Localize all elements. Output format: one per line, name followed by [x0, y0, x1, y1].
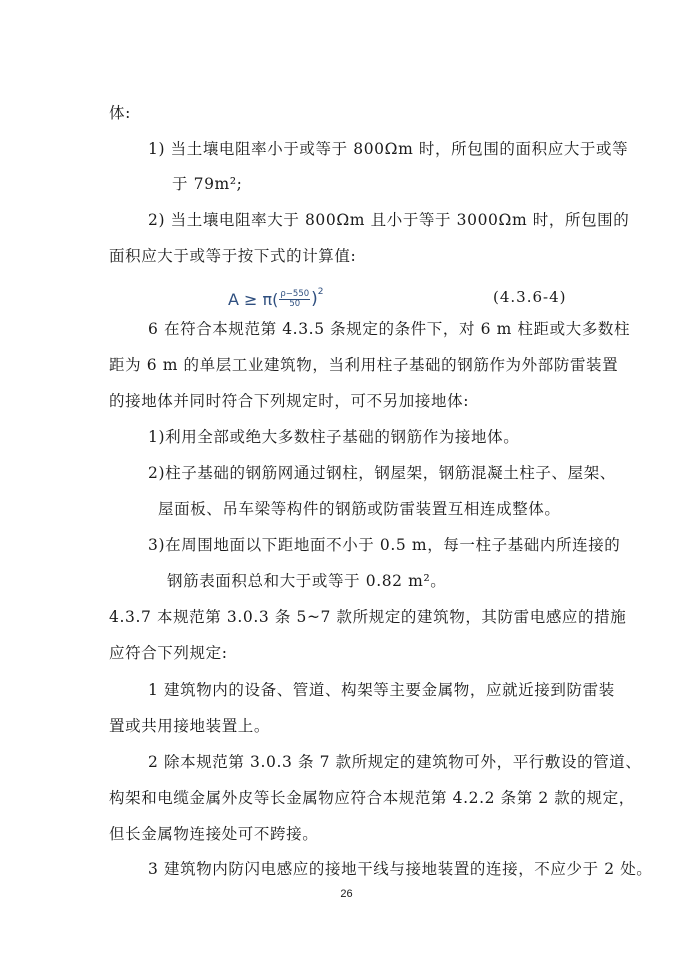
text-line: 2)柱子基础的钢筋网通过钢柱，钢屋架，钢筋混凝土柱子、屋架、 — [148, 464, 616, 482]
text-line: 面积应大于或等于按下式的计算值: — [109, 247, 357, 265]
text-line: 屋面板、吊车梁等构件的钢筋或防雷装置互相连成整体。 — [158, 500, 561, 518]
formula-fraction — [279, 290, 310, 309]
text-line: 距为 6 m 的单层工业建筑物，当利用柱子基础的钢筋作为外部防雷装置 — [109, 356, 619, 374]
text-line: 构架和电缆金属外皮等长金属物应符合本规范第 4.2.2 条第 2 款的规定， — [109, 789, 635, 807]
text-line: 3)在周围地面以下距地面不小于 0.5 m，每一柱子基础内所连接的 — [148, 536, 621, 554]
text-line: 置或共用接地装置上。 — [109, 717, 271, 735]
text-line: 于 79m²; — [172, 175, 243, 193]
area-formula — [228, 286, 324, 312]
text-line: 6 在符合本规范第 4.3.5 条规定的条件下，对 6 m 柱距或大多数柱 — [148, 320, 631, 338]
text-line: 1 建筑物内的设备、管道、构架等主要金属物，应就近接到防雷装 — [148, 681, 615, 699]
text-line: 体: — [109, 104, 131, 122]
text-line: 钢筋表面积总和大于或等于 0.82 m²。 — [167, 572, 447, 590]
equation-number: (4.3.6-4) — [493, 288, 567, 306]
formula-numerator: ρ−550 — [280, 288, 310, 299]
text-line: 2 除本规范第 3.0.3 条 7 款所规定的建筑物可外，平行敷设的管道、 — [148, 753, 642, 771]
text-line: 的接地体并同时符合下列规定时，可不另加接地体: — [109, 392, 470, 410]
text-line: 1)利用全部或绝大多数柱子基础的钢筋作为接地体。 — [148, 428, 520, 446]
text-line: 2) 当土壤电阻率大于 800Ωm 且小于等于 3000Ωm 时，所包围的 — [148, 211, 630, 229]
text-line: 但长金属物连接处可不跨接。 — [109, 825, 319, 843]
formula-lhs: A ≥ π( — [228, 289, 279, 309]
text-line: 3 建筑物内防闪电感应的接地干线与接地装置的连接，不应少于 2 处。 — [148, 860, 653, 878]
text-line: 4.3.7 本规范第 3.0.3 条 5~7 款所规定的建筑物，其防雷电感应的措施 — [109, 608, 627, 626]
formula-denominator: 50 — [289, 298, 301, 309]
page-number: 26 — [340, 888, 353, 900]
text-line: 应符合下列规定: — [109, 644, 228, 662]
formula-exponent: 2 — [317, 287, 324, 297]
text-line: 1) 当土壤电阻率小于或等于 800Ωm 时，所包围的面积应大于或等 — [148, 140, 629, 158]
formula-rparen: ) — [311, 289, 318, 309]
